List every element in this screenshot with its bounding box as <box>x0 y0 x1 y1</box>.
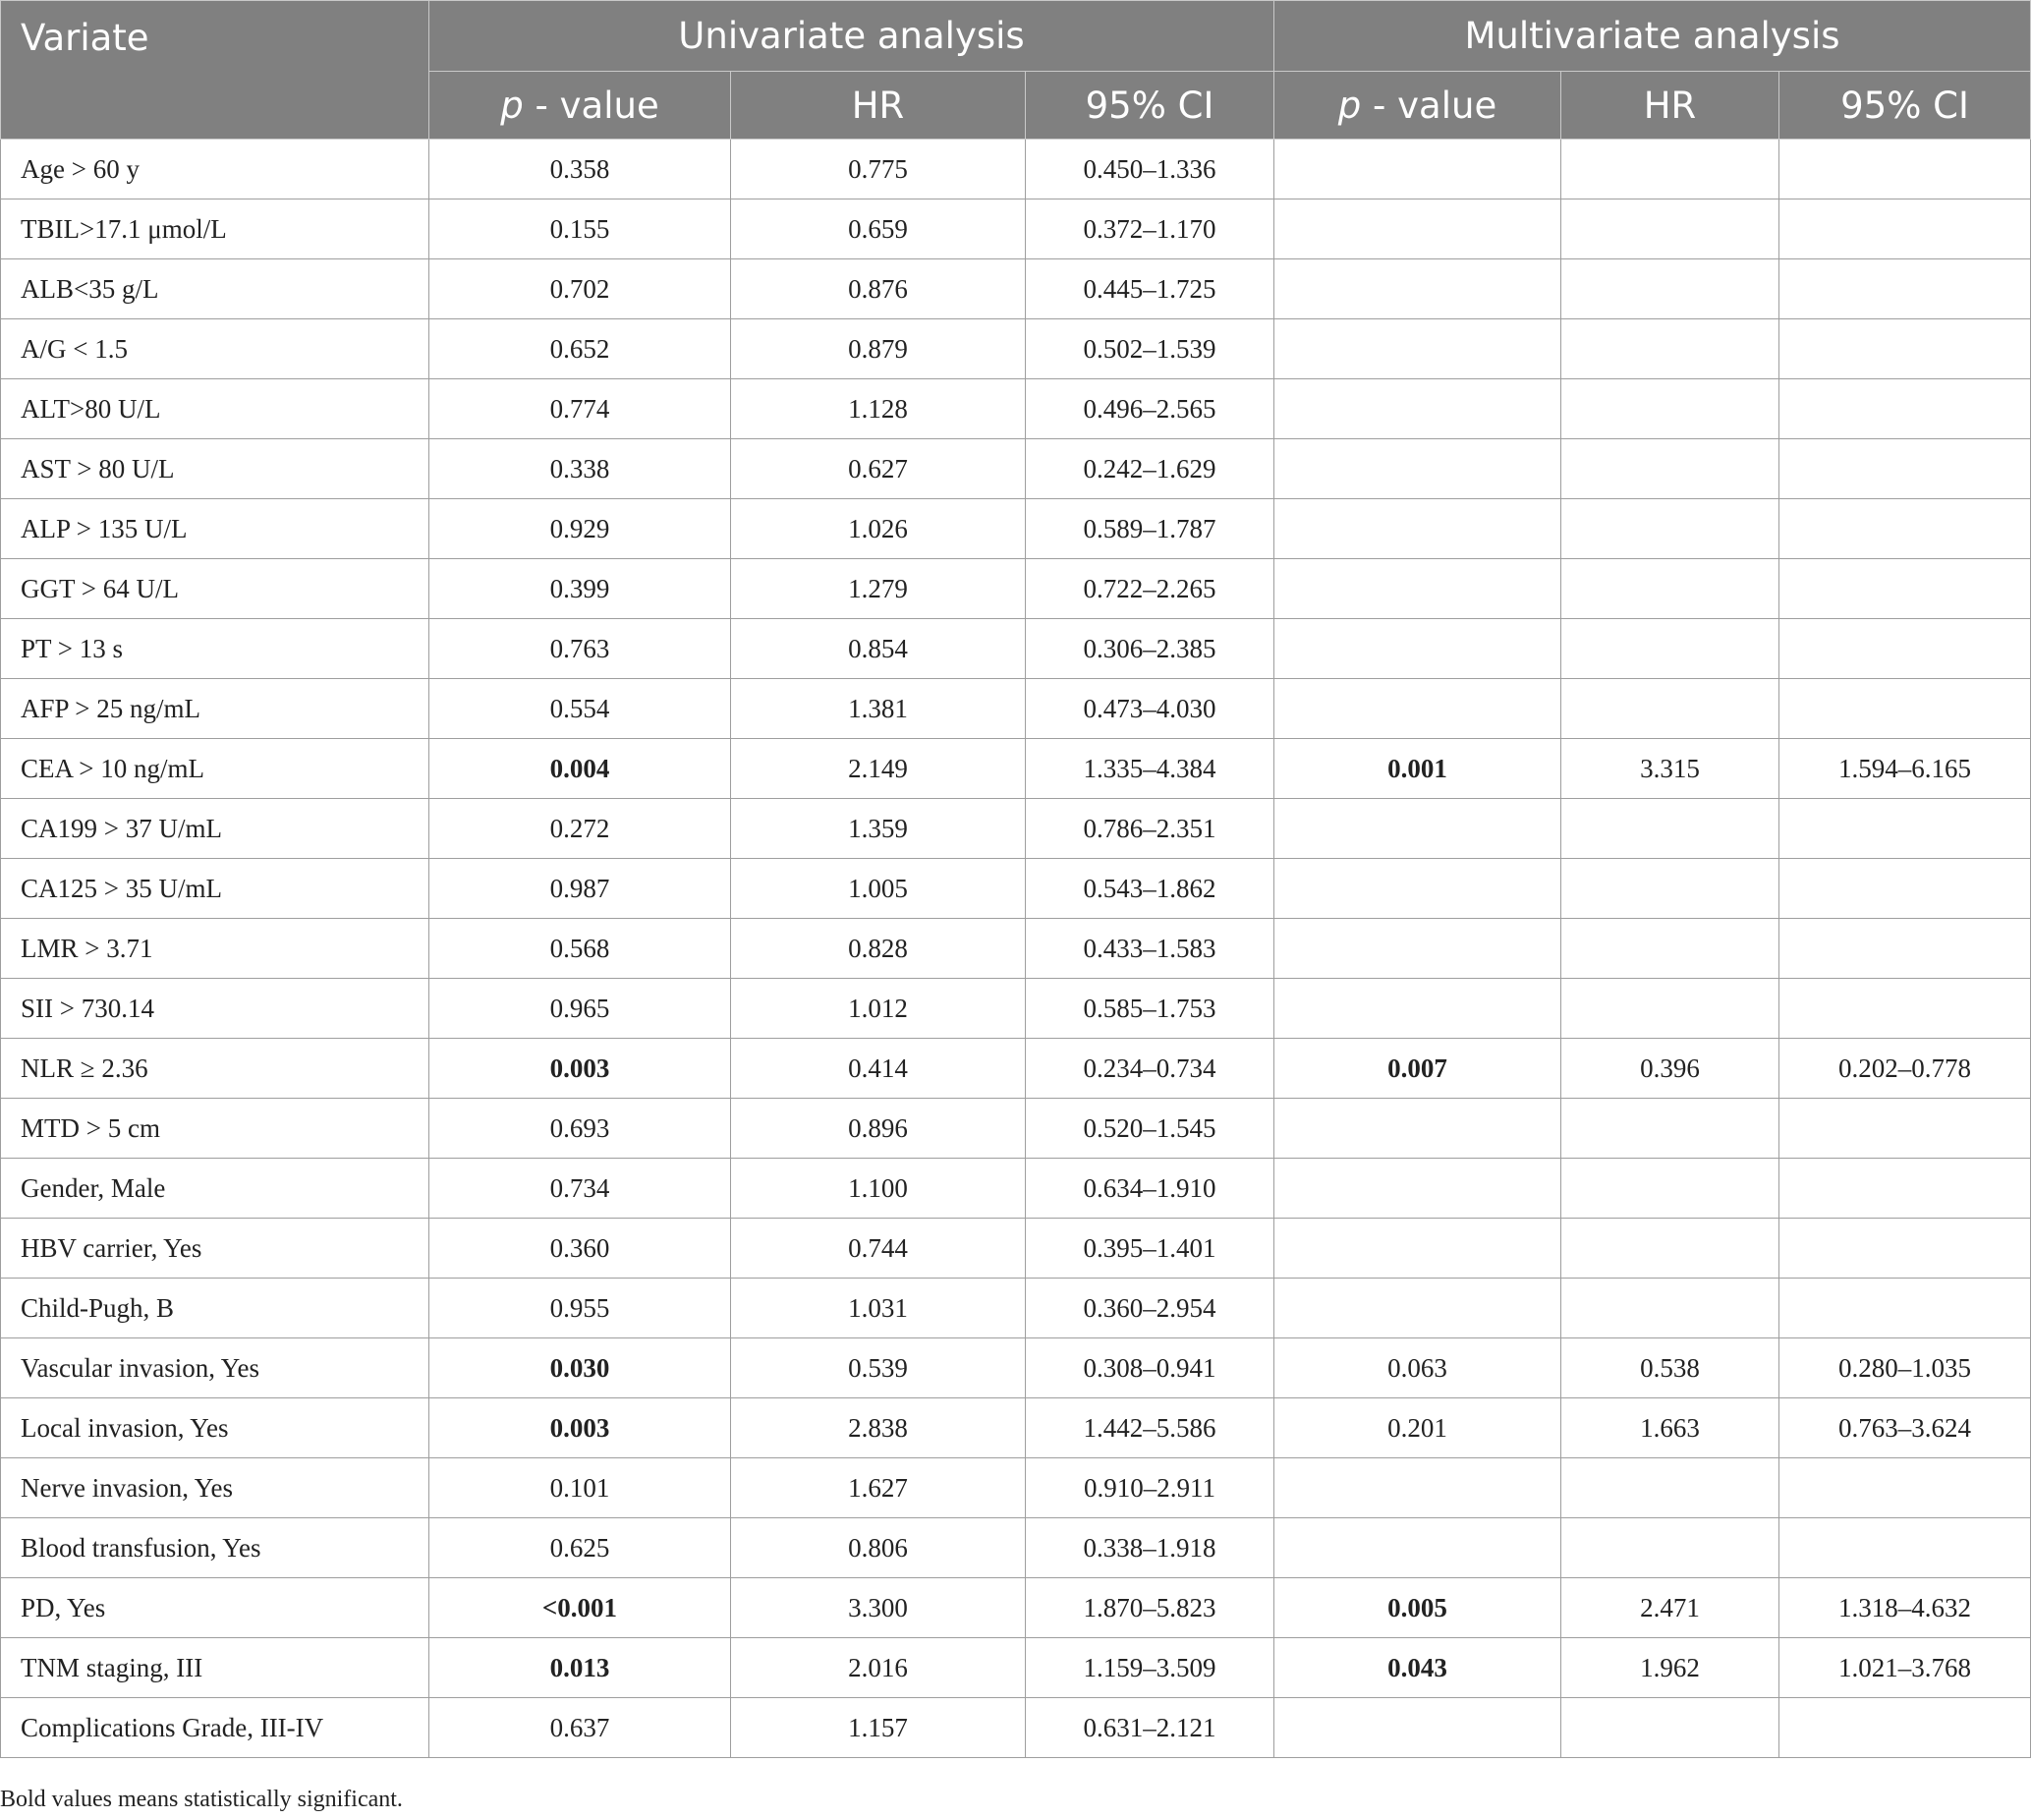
multivariate-hr-cell <box>1561 199 1779 259</box>
univariate-ci-cell: 1.159–3.509 <box>1026 1638 1274 1698</box>
multivariate-ci-cell <box>1779 499 2031 559</box>
univariate-p-value-cell: 0.987 <box>429 859 731 919</box>
multivariate-p-value-cell <box>1274 259 1561 319</box>
univariate-hr-cell: 3.300 <box>731 1578 1026 1638</box>
table-row <box>1 259 2031 319</box>
univariate-p-value-cell: 0.965 <box>429 979 731 1039</box>
table-row <box>1 1159 2031 1219</box>
univariate-p-value-cell: 0.774 <box>429 379 731 439</box>
univariate-ci-cell: 0.631–2.121 <box>1026 1698 1274 1758</box>
univariate-p-value-cell: 0.554 <box>429 679 731 739</box>
univariate-p-value-cell: 0.155 <box>429 199 731 259</box>
table-row <box>1 1039 2031 1099</box>
univariate-hr-cell: 1.359 <box>731 799 1026 859</box>
multivariate-ci-cell: 0.202–0.778 <box>1779 1039 2031 1099</box>
multivariate-ci-header: 95% CI <box>1779 72 2031 140</box>
multivariate-hr-cell <box>1561 319 1779 379</box>
univariate-p-value-cell: 0.004 <box>429 739 731 799</box>
univariate-p-value-cell: 0.568 <box>429 919 731 979</box>
univariate-ci-cell: 1.442–5.586 <box>1026 1398 1274 1458</box>
table-row <box>1 379 2031 439</box>
table-row <box>1 199 2031 259</box>
univariate-hr-cell: 1.100 <box>731 1159 1026 1219</box>
univariate-p-value-cell: 0.625 <box>429 1518 731 1578</box>
multivariate-p-value-cell <box>1274 1458 1561 1518</box>
univariate-p-value-cell: <0.001 <box>429 1578 731 1638</box>
multivariate-ci-cell <box>1779 1279 2031 1338</box>
multivariate-ci-cell: 1.021–3.768 <box>1779 1638 2031 1698</box>
multivariate-p-value-cell <box>1274 199 1561 259</box>
multivariate-ci-cell <box>1779 619 2031 679</box>
table-row <box>1 1279 2031 1338</box>
univariate-p-value-cell: 0.003 <box>429 1039 731 1099</box>
multivariate-hr-cell <box>1561 619 1779 679</box>
multivariate-p-value-cell <box>1274 379 1561 439</box>
multivariate-hr-cell <box>1561 859 1779 919</box>
multivariate-ci-cell <box>1779 799 2031 859</box>
variate-cell: A/G < 1.5 <box>1 319 429 379</box>
table-row <box>1 1338 2031 1398</box>
multivariate-ci-cell <box>1779 1159 2031 1219</box>
multivariate-ci-cell: 0.280–1.035 <box>1779 1338 2031 1398</box>
univariate-header: Univariate analysis <box>429 1 1274 72</box>
multivariate-ci-cell <box>1779 919 2031 979</box>
univariate-hr-cell: 0.414 <box>731 1039 1026 1099</box>
table-row <box>1 979 2031 1039</box>
multivariate-hr-header: HR <box>1561 72 1779 140</box>
table-footnote: Bold values means statistically significant. <box>0 1787 403 1812</box>
univariate-p-value-cell: 0.693 <box>429 1099 731 1159</box>
univariate-ci-cell: 0.520–1.545 <box>1026 1099 1274 1159</box>
multivariate-ci-cell <box>1779 439 2031 499</box>
univariate-hr-cell: 0.896 <box>731 1099 1026 1159</box>
univariate-p-value-cell: 0.929 <box>429 499 731 559</box>
table-row <box>1 1638 2031 1698</box>
univariate-ci-cell: 0.242–1.629 <box>1026 439 1274 499</box>
multivariate-ci-cell <box>1779 1219 2031 1279</box>
univariate-hr-header: HR <box>731 72 1026 140</box>
variate-cell: SII > 730.14 <box>1 979 429 1039</box>
multivariate-p-value-cell <box>1274 499 1561 559</box>
univariate-p-value-cell: 0.637 <box>429 1698 731 1758</box>
multivariate-p-value-cell <box>1274 619 1561 679</box>
univariate-p-value-cell: 0.702 <box>429 259 731 319</box>
variate-cell: GGT > 64 U/L <box>1 559 429 619</box>
univariate-ci-cell: 0.306–2.385 <box>1026 619 1274 679</box>
multivariate-ci-cell: 1.594–6.165 <box>1779 739 2031 799</box>
multivariate-ci-cell <box>1779 1698 2031 1758</box>
univariate-ci-cell: 1.870–5.823 <box>1026 1578 1274 1638</box>
multivariate-p-value-cell <box>1274 140 1561 199</box>
multivariate-hr-cell <box>1561 1279 1779 1338</box>
multivariate-p-value-cell <box>1274 1518 1561 1578</box>
multivariate-hr-cell <box>1561 259 1779 319</box>
univariate-p-value-cell: 0.101 <box>429 1458 731 1518</box>
variate-cell: TBIL>17.1 μmol/L <box>1 199 429 259</box>
table-row <box>1 319 2031 379</box>
multivariate-hr-cell: 3.315 <box>1561 739 1779 799</box>
multivariate-p-value-cell: 0.001 <box>1274 739 1561 799</box>
univariate-hr-cell: 0.879 <box>731 319 1026 379</box>
multivariate-hr-cell <box>1561 1698 1779 1758</box>
variate-cell: Vascular invasion, Yes <box>1 1338 429 1398</box>
univariate-ci-cell: 0.502–1.539 <box>1026 319 1274 379</box>
multivariate-hr-cell <box>1561 919 1779 979</box>
multivariate-hr-cell: 0.538 <box>1561 1338 1779 1398</box>
multivariate-hr-cell <box>1561 799 1779 859</box>
variate-header: Variate <box>1 1 429 140</box>
variate-cell: MTD > 5 cm <box>1 1099 429 1159</box>
multivariate-hr-cell <box>1561 559 1779 619</box>
multivariate-p-value-cell: 0.201 <box>1274 1398 1561 1458</box>
multivariate-p-value-cell <box>1274 979 1561 1039</box>
table-row <box>1 559 2031 619</box>
univariate-ci-cell: 0.445–1.725 <box>1026 259 1274 319</box>
multivariate-p-value-cell <box>1274 559 1561 619</box>
variate-cell: TNM staging, III <box>1 1638 429 1698</box>
univariate-p-value-cell: 0.763 <box>429 619 731 679</box>
multivariate-hr-cell <box>1561 1159 1779 1219</box>
multivariate-p-value-cell: 0.043 <box>1274 1638 1561 1698</box>
univariate-hr-cell: 0.539 <box>731 1338 1026 1398</box>
multivariate-p-value-cell <box>1274 919 1561 979</box>
variate-cell: PT > 13 s <box>1 619 429 679</box>
univariate-p-value-cell: 0.358 <box>429 140 731 199</box>
multivariate-ci-cell: 1.318–4.632 <box>1779 1578 2031 1638</box>
univariate-p-value-cell: 0.360 <box>429 1219 731 1279</box>
multivariate-hr-cell <box>1561 679 1779 739</box>
multivariate-hr-cell: 1.962 <box>1561 1638 1779 1698</box>
table-row <box>1 679 2031 739</box>
univariate-ci-cell: 0.234–0.734 <box>1026 1039 1274 1099</box>
univariate-hr-cell: 1.157 <box>731 1698 1026 1758</box>
univariate-ci-cell: 0.722–2.265 <box>1026 559 1274 619</box>
univariate-p-value-cell: 0.030 <box>429 1338 731 1398</box>
table-row <box>1 919 2031 979</box>
univariate-hr-cell: 1.031 <box>731 1279 1026 1338</box>
multivariate-p-value-cell: 0.005 <box>1274 1578 1561 1638</box>
univariate-hr-cell: 1.005 <box>731 859 1026 919</box>
variate-cell: CA125 > 35 U/mL <box>1 859 429 919</box>
univariate-ci-cell: 0.372–1.170 <box>1026 199 1274 259</box>
variate-cell: Nerve invasion, Yes <box>1 1458 429 1518</box>
univariate-hr-cell: 0.876 <box>731 259 1026 319</box>
multivariate-hr-cell <box>1561 140 1779 199</box>
univariate-p-value-cell: 0.955 <box>429 1279 731 1338</box>
variate-cell: Local invasion, Yes <box>1 1398 429 1458</box>
multivariate-p-value-cell: 0.007 <box>1274 1039 1561 1099</box>
univariate-hr-cell: 0.627 <box>731 439 1026 499</box>
variate-cell: AST > 80 U/L <box>1 439 429 499</box>
univariate-ci-cell: 0.634–1.910 <box>1026 1159 1274 1219</box>
variate-cell: ALT>80 U/L <box>1 379 429 439</box>
multivariate-ci-cell <box>1779 679 2031 739</box>
multivariate-p-value-cell <box>1274 1219 1561 1279</box>
univariate-p-value-cell: 0.013 <box>429 1638 731 1698</box>
table-row <box>1 1099 2031 1159</box>
variate-cell: NLR ≥ 2.36 <box>1 1039 429 1099</box>
variate-cell: HBV carrier, Yes <box>1 1219 429 1279</box>
multivariate-p-value-cell <box>1274 859 1561 919</box>
variate-cell: AFP > 25 ng/mL <box>1 679 429 739</box>
univariate-ci-cell: 0.910–2.911 <box>1026 1458 1274 1518</box>
multivariate-header: Multivariate analysis <box>1274 1 2031 72</box>
multivariate-hr-cell: 0.396 <box>1561 1039 1779 1099</box>
table-row <box>1 140 2031 199</box>
table-row <box>1 799 2031 859</box>
univariate-hr-cell: 2.838 <box>731 1398 1026 1458</box>
variate-cell: Blood transfusion, Yes <box>1 1518 429 1578</box>
multivariate-ci-cell <box>1779 1099 2031 1159</box>
variate-cell: Child-Pugh, B <box>1 1279 429 1338</box>
table-row <box>1 1458 2031 1518</box>
univariate-p-value-cell: 0.399 <box>429 559 731 619</box>
multivariate-hr-cell <box>1561 1099 1779 1159</box>
table-row <box>1 439 2031 499</box>
multivariate-ci-cell <box>1779 199 2031 259</box>
univariate-hr-cell: 1.012 <box>731 979 1026 1039</box>
univariate-p-value-cell: 0.652 <box>429 319 731 379</box>
univariate-ci-cell: 0.589–1.787 <box>1026 499 1274 559</box>
multivariate-hr-cell <box>1561 1518 1779 1578</box>
multivariate-hr-cell <box>1561 979 1779 1039</box>
univariate-ci-cell: 0.308–0.941 <box>1026 1338 1274 1398</box>
table-row <box>1 1398 2031 1458</box>
univariate-ci-cell: 0.585–1.753 <box>1026 979 1274 1039</box>
univariate-hr-cell: 0.744 <box>731 1219 1026 1279</box>
multivariate-hr-cell <box>1561 499 1779 559</box>
multivariate-ci-cell <box>1779 1458 2031 1518</box>
univariate-hr-cell: 0.806 <box>731 1518 1026 1578</box>
univariate-hr-cell: 1.627 <box>731 1458 1026 1518</box>
variate-cell: Complications Grade, III-IV <box>1 1698 429 1758</box>
multivariate-ci-cell <box>1779 319 2031 379</box>
multivariate-p-value-header: p - value <box>1274 72 1561 140</box>
univariate-hr-cell: 0.854 <box>731 619 1026 679</box>
multivariate-ci-cell <box>1779 859 2031 919</box>
table-row <box>1 859 2031 919</box>
variate-cell: CEA > 10 ng/mL <box>1 739 429 799</box>
univariate-hr-cell: 1.381 <box>731 679 1026 739</box>
univariate-ci-cell: 0.360–2.954 <box>1026 1279 1274 1338</box>
multivariate-p-value-cell: 0.063 <box>1274 1338 1561 1398</box>
multivariate-hr-cell <box>1561 439 1779 499</box>
univariate-ci-cell: 0.433–1.583 <box>1026 919 1274 979</box>
multivariate-p-value-cell <box>1274 1099 1561 1159</box>
univariate-hr-cell: 0.828 <box>731 919 1026 979</box>
univariate-hr-cell: 1.128 <box>731 379 1026 439</box>
univariate-hr-cell: 1.279 <box>731 559 1026 619</box>
variate-cell: ALP > 135 U/L <box>1 499 429 559</box>
multivariate-p-value-cell <box>1274 439 1561 499</box>
univariate-ci-cell: 1.335–4.384 <box>1026 739 1274 799</box>
table-row <box>1 1219 2031 1279</box>
univariate-ci-cell: 0.395–1.401 <box>1026 1219 1274 1279</box>
multivariate-ci-cell <box>1779 559 2031 619</box>
variate-cell: ALB<35 g/L <box>1 259 429 319</box>
multivariate-p-value-cell <box>1274 799 1561 859</box>
univariate-hr-cell: 2.149 <box>731 739 1026 799</box>
multivariate-hr-cell: 2.471 <box>1561 1578 1779 1638</box>
variate-cell: Gender, Male <box>1 1159 429 1219</box>
univariate-ci-header: 95% CI <box>1026 72 1274 140</box>
multivariate-p-value-cell <box>1274 1159 1561 1219</box>
multivariate-ci-cell: 0.763–3.624 <box>1779 1398 2031 1458</box>
multivariate-p-value-cell <box>1274 679 1561 739</box>
univariate-ci-cell: 0.473–4.030 <box>1026 679 1274 739</box>
variate-cell: Age > 60 y <box>1 140 429 199</box>
table-body <box>1 140 2031 1758</box>
multivariate-p-value-cell <box>1274 1279 1561 1338</box>
table-row <box>1 499 2031 559</box>
multivariate-ci-cell <box>1779 979 2031 1039</box>
univariate-hr-cell: 1.026 <box>731 499 1026 559</box>
multivariate-hr-cell <box>1561 1219 1779 1279</box>
univariate-p-value-cell: 0.338 <box>429 439 731 499</box>
univariate-ci-cell: 0.450–1.336 <box>1026 140 1274 199</box>
multivariate-ci-cell <box>1779 140 2031 199</box>
multivariate-hr-cell <box>1561 379 1779 439</box>
univariate-p-value-cell: 0.734 <box>429 1159 731 1219</box>
table-row <box>1 1698 2031 1758</box>
univariate-hr-cell: 0.659 <box>731 199 1026 259</box>
table-header <box>1 1 2031 140</box>
variate-cell: CA199 > 37 U/mL <box>1 799 429 859</box>
univariate-ci-cell: 0.338–1.918 <box>1026 1518 1274 1578</box>
multivariate-hr-cell: 1.663 <box>1561 1398 1779 1458</box>
univariate-hr-cell: 0.775 <box>731 140 1026 199</box>
univariate-p-value-cell: 0.272 <box>429 799 731 859</box>
univariate-ci-cell: 0.786–2.351 <box>1026 799 1274 859</box>
univariate-p-value-header: p - value <box>429 72 731 140</box>
table-row <box>1 739 2031 799</box>
univariate-ci-cell: 0.496–2.565 <box>1026 379 1274 439</box>
univariate-p-value-cell: 0.003 <box>429 1398 731 1458</box>
variate-cell: PD, Yes <box>1 1578 429 1638</box>
univariate-ci-cell: 0.543–1.862 <box>1026 859 1274 919</box>
multivariate-ci-cell <box>1779 379 2031 439</box>
table-row <box>1 619 2031 679</box>
multivariate-ci-cell <box>1779 1518 2031 1578</box>
table-row <box>1 1578 2031 1638</box>
multivariate-hr-cell <box>1561 1458 1779 1518</box>
multivariate-ci-cell <box>1779 259 2031 319</box>
variate-cell: LMR > 3.71 <box>1 919 429 979</box>
table-row <box>1 1518 2031 1578</box>
univariate-hr-cell: 2.016 <box>731 1638 1026 1698</box>
multivariate-p-value-cell <box>1274 319 1561 379</box>
multivariate-p-value-cell <box>1274 1698 1561 1758</box>
